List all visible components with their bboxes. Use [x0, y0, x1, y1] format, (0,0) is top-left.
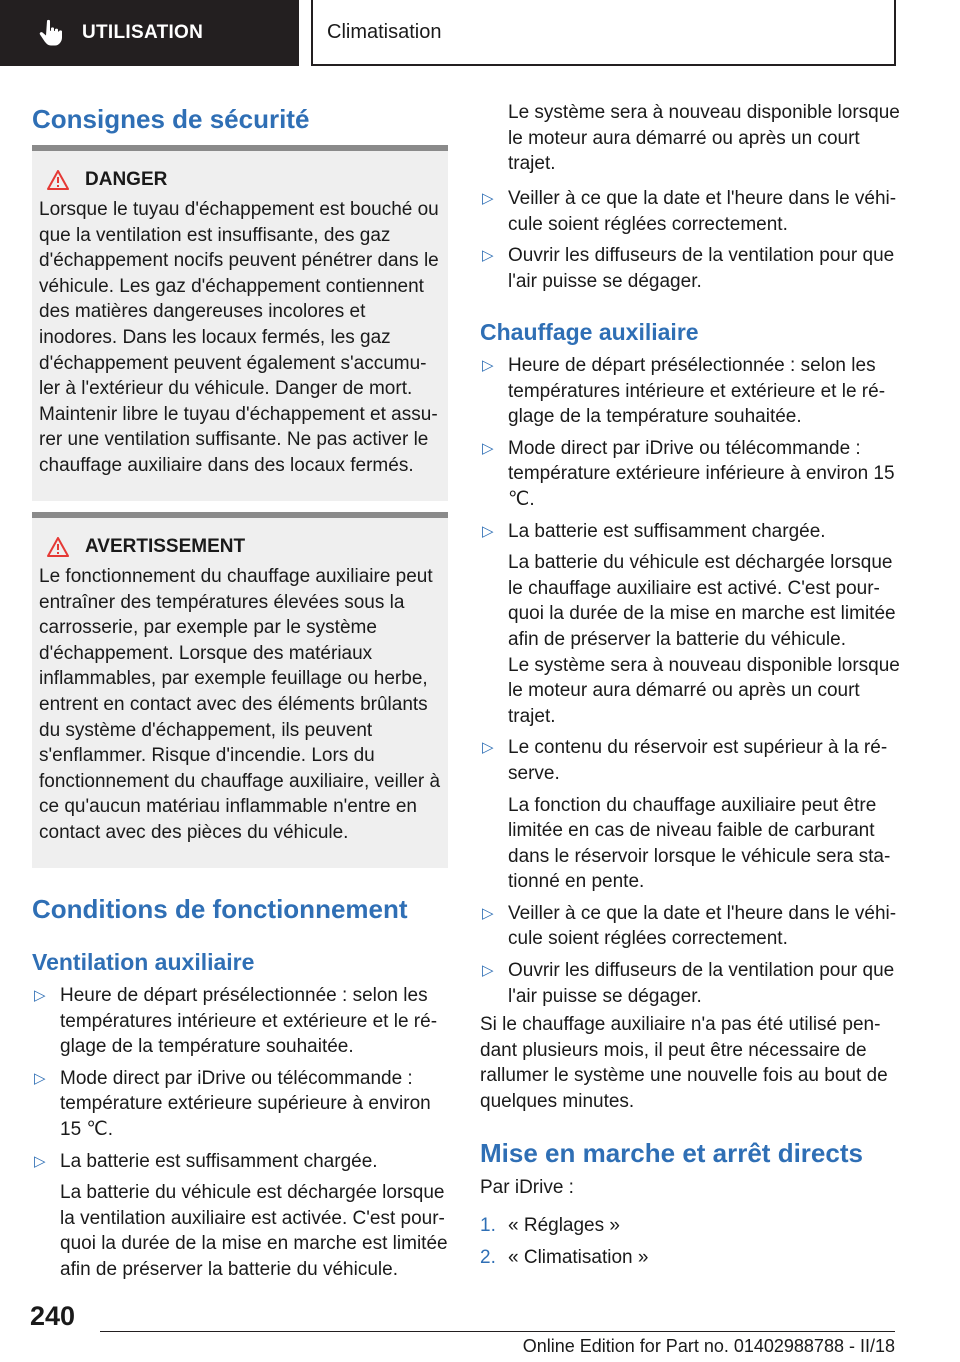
safety-heading: Consignes de sécurité — [32, 104, 310, 134]
bullet-triangle-icon: ▷ — [34, 1069, 46, 1087]
bullet-triangle-icon: ▷ — [482, 357, 494, 374]
bullet-triangle-icon: ▷ — [482, 439, 494, 457]
list-item: ▷ Mode direct par iDrive ou télécommande : température extérieure inférieure à environ 15 ℃. — [482, 437, 895, 510]
warning-box — [32, 512, 448, 868]
step-number: 1. — [480, 1215, 496, 1236]
danger-label: DANGER — [85, 169, 168, 190]
direct-steps — [480, 1213, 900, 1276]
bullet-triangle-icon: ▷ — [482, 247, 494, 265]
footer-edition: Online Edition for Part no. 01402988788 - II/18 — [522, 1336, 895, 1356]
danger-box — [32, 145, 448, 501]
list-item: 2. « Climatisation » — [480, 1245, 900, 1271]
conditions-heading: Conditions de fonctionnement — [32, 894, 408, 924]
page-number: 240 — [30, 1301, 76, 1331]
bullet-triangle-icon: ▷ — [34, 987, 46, 1004]
list-item-detail: La batterie du véhicule est déchargée lorsque la ventilation auxiliaire est activée. C'est pourquoi la durée de la mise en marche est limitée afin de préserver la batterie du véhicule. — [60, 1182, 448, 1280]
direct-intro: Par iDrive : — [480, 1177, 574, 1198]
list-item: ▷ La batterie est suffisamment chargée. La batterie du véhicule est déchargée lorsque le chauffage auxiliaire est activé. C'est pourquoi la durée de la mise en marche est limitée afin de préserver la batterie du véhicule. Le système sera à nouveau disponible lorsque le moteur aura démarré ou après un court trajet. — [480, 519, 900, 730]
list-item: ▷ Mode direct par iDrive ou télécommande : température extérieure supérieure à environ 15 ℃. — [34, 1067, 431, 1140]
warning-text: Le fonctionnement du chauffage auxiliaire peut entraîner des températures élevées sous la carrosserie, par exemple par le système d'échappement. Lorsque des matériaux inflammables, par exemple feuillage ou herbe, entrent en contact avec des éléments brûlants du système d'échappement, ils peuvent s'enflammer. Risque d'incendie. Lors du fonctionnement du chauffage auxiliaire, veiller à ce qu'aucun matériau inflammable n'entre en contact avec des pièces du véhicule. — [39, 566, 441, 843]
footer-rule — [100, 1331, 895, 1332]
warning-triangle-icon — [47, 537, 69, 557]
heating-list — [480, 353, 900, 1015]
list-item-detail: Le système sera à nouveau disponible lorsque le moteur aura démarré ou après un court trajet. — [508, 654, 900, 727]
list-item-detail: La fonction du chauffage auxiliaire peut être limitée en cas de niveau faible de carburant dans le réservoir lorsque le véhicule sera stationné en pente. — [508, 794, 891, 893]
list-item: ▷ Veiller à ce que la date et l'heure dans le véhicule soient réglées correctement. — [482, 188, 897, 235]
bullet-triangle-icon: ▷ — [482, 190, 494, 207]
direct-heading: Mise en marche et arrêt directs — [480, 1138, 863, 1168]
chapter-title: Climatisation — [327, 20, 442, 43]
heating-heading: Chauffage auxiliaire — [480, 319, 699, 345]
heating-note: Si le chauffage auxiliaire n'a pas été utilisé pendant plusieurs mois, il peut être nécessaire de rallumer le système une nouvelle fois au bout de quelques minutes. — [480, 1014, 888, 1112]
list-item: ▷ Heure de départ présélectionnée : selon les températures intérieure et extérieure et le réglage de la température souhaitée. — [482, 355, 886, 428]
ventilation-list-continued — [480, 186, 900, 300]
bullet-triangle-icon: ▷ — [482, 522, 494, 540]
chapter-tab — [311, 0, 896, 66]
list-item: ▷ Heure de départ présélectionnée : selon les températures intérieure et extérieure et le réglage de la température souhaitée. — [34, 985, 438, 1058]
bullet-triangle-icon: ▷ — [482, 904, 494, 922]
step-number: 2. — [480, 1246, 496, 1268]
danger-text: Lorsque le tuyau d'échappement est bouché ou que la ventilation est insuffisante, des gaz d'échappement nocifs peuvent pénétrer dans le véhicule. Les gaz d'échappement contiennent des matières dangereuses incolores et inodores. Dans les locaux fermés, les gaz d'échappement peuvent également s'accumuler à l'extérieur du véhicule. Danger de mort. Maintenir libre le tuyau d'échappement et assurer une ventilation suffisante. Ne pas activer le chauffage auxiliaire dans des locaux fermés. — [39, 199, 439, 476]
bullet-triangle-icon: ▷ — [482, 739, 494, 757]
warning-label: AVERTISSEMENT — [85, 536, 246, 557]
list-item: ▷ La batterie est suffisamment chargée. La batterie du véhicule est déchargée lorsque la ventilation auxiliaire est activée. C'est pourquoi la durée de la mise en marche est limitée afin de préserver la batterie du véhicule. — [32, 1149, 452, 1283]
bullet-triangle-icon: ▷ — [482, 962, 494, 980]
list-item: ▷ Veiller à ce que la date et l'heure dans le véhicule soient réglées correctement. — [482, 902, 897, 950]
bullet-triangle-icon: ▷ — [34, 1152, 46, 1170]
ventilation-heading: Ventilation auxiliaire — [32, 949, 255, 975]
danger-title — [47, 169, 440, 191]
list-item: 1. « Réglages » — [480, 1213, 900, 1239]
list-item-detail: La batterie du véhicule est déchargée lorsque le chauffage auxiliaire est activé. C'est pourquoi la durée de la mise en marche est limitée afin de préserver la batterie du véhicule. — [508, 552, 896, 650]
warning-title — [47, 536, 440, 558]
section-tab — [0, 0, 299, 66]
list-item: ▷ Ouvrir les diffuseurs de la ventilation pour que l'air puisse se dégager. — [482, 960, 895, 1007]
hand-pointer-icon — [36, 18, 66, 48]
warning-triangle-icon — [47, 170, 69, 190]
ventilation-continued: Le système sera à nouveau disponible lorsque le moteur aura démarré ou après un court trajet. — [508, 102, 900, 175]
list-item: ▷ Le contenu du réservoir est supérieur à la réserve. La fonction du chauffage auxiliaire peut être limitée en cas de niveau faible de carburant dans le réservoir lorsque le véhicule sera stationné en pente. — [480, 735, 900, 895]
list-item: ▷ Ouvrir les diffuseurs de la ventilation pour que l'air puisse se dégager. — [482, 245, 895, 292]
section-title: UTILISATION — [82, 22, 204, 43]
ventilation-list — [32, 983, 452, 1289]
